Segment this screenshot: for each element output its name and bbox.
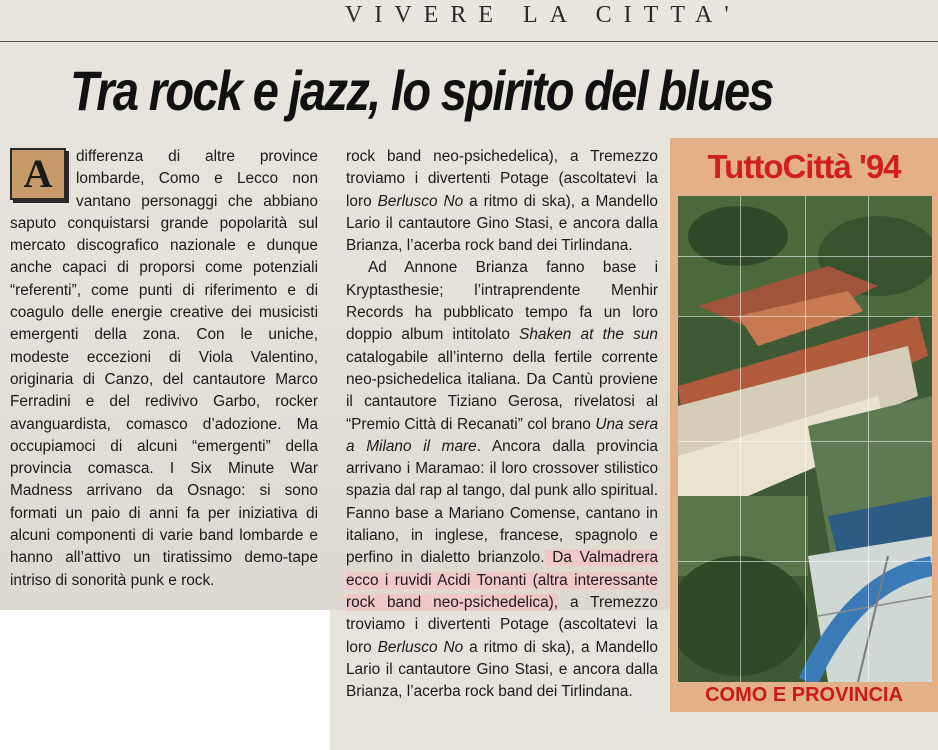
- text-run: Ad Annone Brianza fanno base i Kryptasthesie; l’intraprendente Menhir Records ha pubblicato tempo fa un loro doppio album intitolato: [346, 259, 658, 344]
- text-run: catalogabile all’interno della fertile corrente neo-psichedelica italiana. Da Cantù proviene il cantautore Tiziano Gerosa, rivelatosi al “Premio Città di Recanati” col brano: [346, 348, 658, 433]
- aerial-photo: [678, 196, 932, 682]
- cover-subtitle: COMO E PROVINCIA: [705, 684, 903, 706]
- text-run: . Ancora dalla provincia arrivano i Maramao: il loro crossover stilistico spazia dal rap al tango, dal punk allo spiritual. Fanno base a Mariano Comense, cantano in italiano, in inglese, francese, spagnolo e perfino in dialetto brianzolo.: [346, 437, 658, 567]
- column-1-text: differenza di altre province lombarde, Como e Lecco non vantano personaggi che abbiano saputo conquistarsi grande popolarità sul mercato discografico nazionale e dunque anche capaci di proporsi come potenziali “referenti”, come punti di riferimento e di coagulo delle energie creative dei musicisti emergenti della zona. Con le uniche, modeste eccezioni di Viola Valentino, originaria di Canzo, del cantautore Marco Ferradini e del redivivo Garbo, rocker avanguardista, comasco d’adozione. Ma occupiamoci di alcuni “emergenti” della provincia comasca. I Six Minute War Madness arrivano da Osnago: si sono formati un paio di anni fa per iniziativa di alcuni componenti di varie band lombarde e hanno all’attivo un tiratissimo demo-tape intriso di sonorità punk e rock.: [10, 148, 318, 589]
- album-title: Shaken at the sun: [519, 326, 658, 344]
- song-title: Berlusco No: [377, 638, 464, 656]
- text-run: a Tremezzo troviamo i divertenti Potage (ascoltatevi la loro: [346, 593, 658, 656]
- headline: Tra rock e jazz, lo spirito del blues: [70, 59, 773, 122]
- paragraph: [346, 257, 658, 703]
- magazine-cover: [670, 138, 938, 712]
- grid-line: [740, 196, 741, 682]
- article-column-2: [346, 146, 658, 703]
- header-rule: [0, 41, 938, 42]
- cover-title: TuttoCittà '94: [707, 148, 901, 185]
- drop-cap: A: [10, 148, 66, 200]
- song-title: Berlusco No: [377, 192, 464, 210]
- section-label: VIVERE LA CITTA': [345, 2, 741, 28]
- song-title: Una sera a Milano il mare: [346, 415, 659, 455]
- section-header: [0, 0, 938, 40]
- paragraph: [346, 146, 658, 257]
- text-run: a ritmo di ska), a Mandello Lario il cantautore Gino Stasi, e ancora dalla Brianza, l’acerba rock band dei Tirlindana.: [346, 638, 658, 701]
- text-run: rock band neo-psichedelica), a Tremezzo troviamo i divertenti Potage (ascoltatevi la loro: [346, 148, 658, 210]
- grid-line: [805, 196, 806, 682]
- text-run: a ritmo di ska), a Mandello Lario il cantautore Gino Stasi, e ancora dalla Brianza, l’acerba rock band dei Tirlindana.: [346, 192, 658, 255]
- grid-line: [868, 196, 869, 682]
- highlighted-text: Da Valmadrera ecco i ruvidi Acidi Tonanti (altra interessante rock band neo-psichedelica),: [346, 549, 659, 611]
- article-column-1: [10, 146, 318, 592]
